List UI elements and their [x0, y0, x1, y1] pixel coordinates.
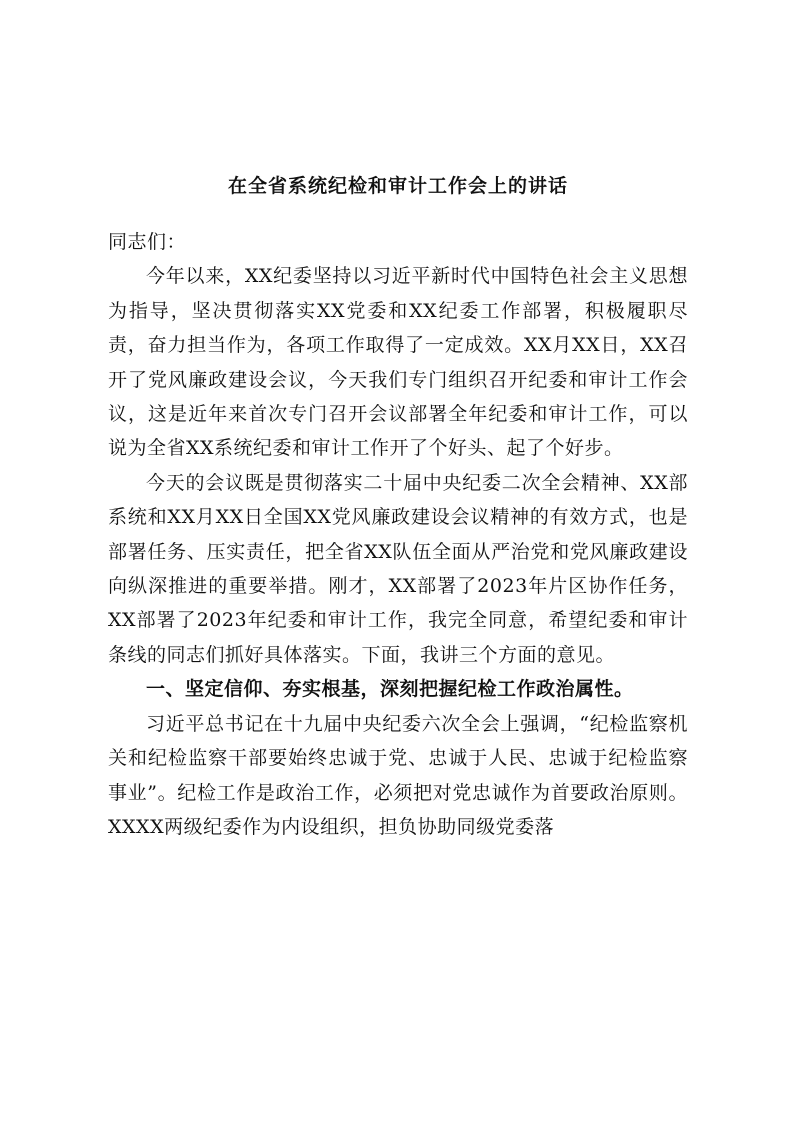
section-heading: 一、坚定信仰、夯实根基，深刻把握纪检工作政治属性。 — [146, 678, 634, 701]
salutation: 同志们： — [108, 231, 187, 253]
document-body — [108, 225, 688, 844]
paragraph-meeting: 今天的会议既是贯彻落实二十届中央纪委二次全会精神、XX部系统和XX月XX日全国XX党风廉政建设会议精神的有效方式，也是部署任务、压实责任，把全省XX队伍全面从严治党和党风廉政建设向纵深推进的重要举措。刚才，XX部署了2023年片区协作任务，XX部署了2023年纪委和审计工作，我完全同意，希望纪委和审计条线的同志们抓好具体落实。下面，我讲三个方面的意见。 — [108, 471, 688, 666]
paragraph-intro: 今年以来，XX纪委坚持以习近平新时代中国特色社会主义思想为指导，坚决贯彻落实XX党委和XX纪委工作部署，积极履职尽责，奋力担当作为，各项工作取得了一定成效。XX月XX日，XX召开了党风廉政建设会议，今天我们专门组织召开纪委和审计工作会议，这是近年来首次专门召开会议部署全年纪委和审计工作，可以说为全省XX系统纪委和审计工作开了个好头、起了个好步。 — [108, 265, 688, 460]
section-paragraph: 习近平总书记在十九届中央纪委六次全会上强调，“纪检监察机关和纪检监察干部要始终忠诚于党、忠诚于人民、忠诚于纪检监察事业”。纪检工作是政治工作，必须把对党忠诚作为首要政治原则。XXXX两级纪委作为内设组织，担负协助同级党委落 — [108, 712, 688, 838]
document-title: 在全省系统纪检和审计工作会上的讲话 — [227, 175, 568, 197]
